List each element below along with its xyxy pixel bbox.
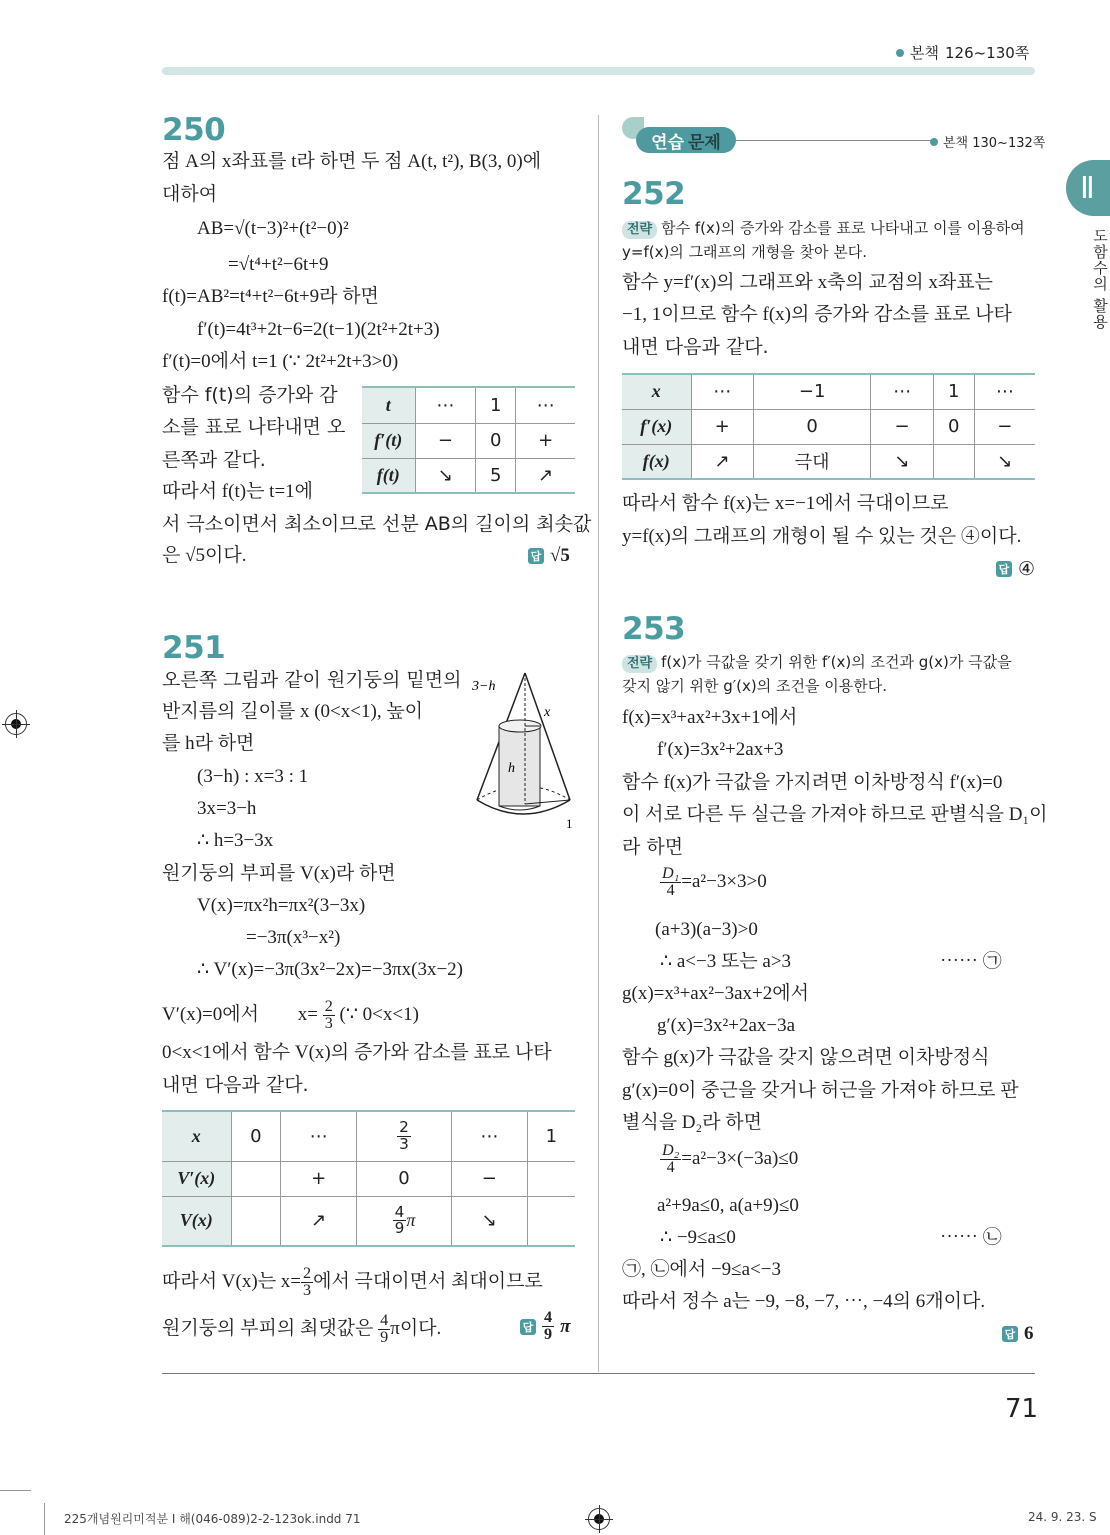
answer-value: ④ [1018, 558, 1036, 580]
registration-mark-icon [588, 1508, 610, 1530]
registration-mark-icon [5, 713, 27, 735]
p252-variation-table [622, 373, 1035, 480]
p251-line-8: V(x)=πx²h=πx²(3−3x) [197, 895, 366, 916]
practice-problems-tag [636, 127, 736, 153]
p252-strategy-2: y=f(x)의 그래프의 개형을 찾아 본다. [622, 243, 868, 261]
table-header-cell: V′(x) [162, 1161, 231, 1196]
p253-line-2: f′(x)=3x²+2ax+3 [657, 739, 784, 760]
critical-lhs: x= [297, 1004, 318, 1026]
column-divider [598, 115, 599, 1372]
p250-line-3: AB=√(t−3)²+(t²−0)² [197, 218, 349, 239]
footer-date: 24. 9. 23. S [1028, 1510, 1097, 1524]
answer-badge: 답 [996, 561, 1012, 577]
table-cell: ⋯ [691, 374, 753, 409]
critical-condition: (∵ 0<x<1) [339, 1004, 419, 1026]
table-cell: 0 [753, 409, 871, 444]
p250-line-9: 소를 표로 나타내면 오 [162, 416, 346, 438]
table-cell: 0 [231, 1111, 281, 1161]
table-header-cell: x [622, 374, 691, 409]
p253-line-14 [660, 1143, 798, 1176]
p252-line-5: y=f(x)의 그래프의 개형이 될 수 있는 것은 ④이다. [622, 526, 1022, 547]
p250-line-1: 점 A의 x좌표를 t라 하면 두 점 A(t, t²), B(3, 0)에 [162, 151, 542, 172]
table-cell: −1 [753, 374, 871, 409]
problem-number-252: 252 [622, 176, 686, 212]
label-1: 1 [566, 816, 573, 831]
problem-number-251: 251 [162, 630, 226, 666]
ref-label: 본책 [910, 44, 939, 62]
tag-label: 문제 [688, 132, 721, 153]
p251-line-9: =−3π(x³−x²) [246, 927, 341, 948]
table-cell [933, 444, 974, 479]
answer-badge: 답 [1002, 1326, 1018, 1342]
table-header-cell: f(x) [622, 444, 691, 479]
p253-line-3: 함수 f(x)가 극값을 가지려면 이차방정식 f′(x)=0 [622, 772, 1003, 793]
numerator: 2 [303, 1265, 312, 1282]
table-cell: 1 [476, 387, 516, 423]
p253-line-7: (a+3)(a−3)>0 [655, 919, 758, 940]
p253-line-6 [660, 866, 767, 899]
problem-number-253: 253 [622, 611, 686, 647]
strategy-tag: 전략 [622, 655, 657, 673]
numerator: 4 [544, 1309, 553, 1326]
table-cell: ⋯ [281, 1111, 357, 1161]
footer-filename: 225개념원리미적분 I 해(046-089)2-2-123ok.indd 71 [64, 1512, 361, 1526]
bottom-rule [162, 1373, 1035, 1374]
p250-variation-table [362, 386, 575, 494]
cone-cylinder-figure [470, 668, 585, 838]
text: π이다. [390, 1318, 442, 1340]
table-cell: ↘ [871, 444, 933, 479]
table-cell: 1 [933, 374, 974, 409]
p251-answer [520, 1310, 570, 1343]
numerator: 2 [324, 998, 333, 1015]
denominator: 9 [380, 1329, 389, 1347]
practice-divider [736, 140, 932, 141]
table-cell [527, 1161, 575, 1196]
p252-line-1: 함수 y=f′(x)의 그래프와 x축의 교점의 x좌표는 [622, 272, 993, 293]
p251-line-7: 원기둥의 부피를 V(x)라 하면 [162, 863, 396, 884]
p250-line-8: 함수 f(t)의 증가와 감 [162, 384, 338, 406]
table-cell: 5 [476, 458, 516, 493]
table-cell: − [871, 409, 933, 444]
table-cell: − [415, 423, 476, 458]
text: 따라서 V(x)는 x= [162, 1271, 302, 1293]
numerator: D₂ [662, 1142, 680, 1159]
table-cell: − [974, 409, 1035, 444]
answer-badge: 답 [528, 548, 544, 564]
table-cell: + [516, 423, 575, 458]
chapter-number: Ⅱ [1080, 171, 1095, 205]
p250-line-6: f′(t)=4t³+2t−6=2(t−1)(2t²+2t+3) [197, 319, 440, 340]
p251-line-10: ∴ V′(x)=−3π(3x²−2x)=−3πx(3x−2) [197, 959, 464, 980]
mark-nieun: ⋯⋯ ㉡ [940, 1227, 1002, 1248]
p251-line-2: 반지름의 길이를 x (0<x<1), 높이 [162, 701, 424, 722]
bullet-icon [896, 49, 904, 57]
numerator: D₁ [662, 865, 680, 882]
header-bar [162, 67, 1035, 75]
p251-line-5: 3x=3−h [197, 798, 257, 819]
p250-line-12: 서 극소이면서 최소이므로 선분 AB의 길이의 최솟값 [162, 513, 592, 535]
p250-line-13: 은 √5이다. [162, 545, 247, 566]
fraction-2-3 [301, 1266, 313, 1299]
p253-line-12: g′(x)=0이 중근을 갖거나 허근을 가져야 하므로 판 [622, 1080, 1019, 1101]
denominator: 3 [399, 1134, 409, 1153]
practice-page-reference [930, 132, 1045, 151]
answer-fraction [542, 1310, 554, 1343]
label-x: x [544, 705, 551, 720]
denominator: 9 [394, 1219, 405, 1238]
ref-pages: 126~130쪽 [944, 44, 1030, 62]
text: =a²−3×(−3a)≤0 [681, 1148, 799, 1170]
fraction-2-3 [323, 999, 335, 1032]
denominator: 4 [666, 882, 675, 900]
table-cell [357, 1196, 452, 1246]
text: =a²−3×3>0 [681, 871, 767, 893]
table-cell: ↘ [974, 444, 1035, 479]
p250-line-7: f′(t)=0에서 t=1 (∵ 2t²+2t+3>0) [162, 351, 399, 372]
table-header-cell: t [362, 387, 415, 423]
answer-value: √5 [550, 545, 570, 566]
table-cell: + [691, 409, 753, 444]
p253-strategy-1 [622, 650, 1012, 674]
p253-strategy-2: 갖지 않기 위한 g′(x)의 조건을 이용한다. [622, 677, 887, 695]
p253-line-4: 이 서로 다른 두 실근을 가져야 하므로 판별식을 D₁이 [622, 804, 1048, 825]
table-cell: ⋯ [974, 374, 1035, 409]
pi-symbol: π [560, 1315, 571, 1337]
table-cell: 0 [357, 1161, 452, 1196]
table-cell: ⋯ [516, 387, 575, 423]
strategy-text: 함수 f(x)의 증가와 감소를 표로 나타내고 이를 이용하여 [661, 219, 1025, 237]
label-h: h [508, 761, 515, 776]
p253-line-15: a²+9a≤0, a(a+9)≤0 [657, 1195, 799, 1216]
fraction-4-9 [378, 1313, 390, 1346]
table-cell: 0 [933, 409, 974, 444]
p251-line-4: (3−h) : x=3 : 1 [197, 766, 309, 787]
table-cell [357, 1111, 452, 1161]
text: 에서 극대이면서 최대이므로 [313, 1271, 543, 1293]
p252-line-2: −1, 1이므로 함수 f(x)의 증가와 감소를 표로 나타 [622, 304, 1012, 325]
table-header-cell: f′(t) [362, 423, 415, 458]
table-cell: ↗ [691, 444, 753, 479]
table-cell: ↘ [451, 1196, 527, 1246]
table-cell: 극대 [753, 444, 871, 479]
table-cell: − [451, 1161, 527, 1196]
table-cell: ⋯ [415, 387, 476, 423]
denominator: 4 [666, 1159, 675, 1177]
table-cell: ↗ [516, 458, 575, 493]
p252-strategy-1 [622, 216, 1025, 240]
p253-line-5: 라 하면 [622, 836, 684, 858]
p252-answer [996, 558, 1035, 580]
p253-line-8: ∴ a<−3 또는 a>3 [660, 951, 792, 972]
table-header-cell: V(x) [162, 1196, 231, 1246]
chapter-title: 도함수의 활용 [1091, 228, 1109, 330]
critical-point-label: V′(x)=0에서 [162, 1004, 259, 1026]
label-3-minus-h: 3−h [472, 679, 496, 694]
problem-number-250: 250 [162, 112, 226, 148]
p253-line-18: 따라서 정수 a는 −9, −8, −7, ⋯, −4의 6개이다. [622, 1291, 986, 1312]
p251-line-14 [162, 1266, 543, 1299]
table-cell [527, 1196, 575, 1246]
p253-line-13: 별식을 D₂라 하면 [622, 1112, 762, 1133]
table-cell: 0 [476, 423, 516, 458]
numerator: 4 [380, 1312, 389, 1329]
fraction-d2-4 [660, 1143, 681, 1176]
p252-line-3: 내면 다음과 같다. [622, 336, 769, 358]
p253-answer [1002, 1323, 1034, 1345]
table-header-cell: f′(x) [622, 409, 691, 444]
text: 원기둥의 부피의 최댓값은 [162, 1318, 374, 1340]
p250-line-11: 따라서 f(t)는 t=1에 [162, 481, 314, 502]
p250-line-5: f(t)=AB²=t⁴+t²−6t+9라 하면 [162, 286, 379, 307]
table-cell: ↘ [415, 458, 476, 493]
table-header-cell: f(t) [362, 458, 415, 493]
numerator: 4 [394, 1202, 405, 1221]
p251-line-15 [162, 1313, 441, 1346]
table-cell: ⋯ [871, 374, 933, 409]
bullet-icon [930, 138, 938, 146]
denominator: 3 [324, 1015, 333, 1033]
crop-mark [0, 1490, 31, 1491]
table-header-cell: x [162, 1111, 231, 1161]
p253-line-1: f(x)=x³+ax²+3x+1에서 [622, 707, 798, 728]
strategy-tag: 전략 [622, 221, 657, 239]
p252-line-4: 따라서 함수 f(x)는 x=−1에서 극대이므로 [622, 493, 949, 514]
p251-line-13: 내면 다음과 같다. [162, 1074, 309, 1096]
tag-label: 연습 [651, 132, 684, 153]
table-cell [231, 1161, 281, 1196]
p253-line-16: ∴ −9≤a≤0 [660, 1227, 736, 1248]
strategy-text: f(x)가 극값을 갖기 위한 f′(x)의 조건과 g(x)가 극값을 [661, 653, 1012, 671]
p251-line-12: 0<x<1에서 함수 V(x)의 증가와 감소를 표로 나타 [162, 1042, 552, 1063]
table-cell: ⋯ [451, 1111, 527, 1161]
p250-answer [528, 545, 570, 567]
p253-line-9: g(x)=x³+ax²−3ax+2에서 [622, 983, 809, 1004]
p250-line-4: =√t⁴+t²−6t+9 [228, 254, 329, 275]
p251-variation-table [162, 1110, 575, 1247]
chapter-tab [1066, 160, 1110, 216]
denominator: 9 [544, 1326, 553, 1344]
p250-line-10: 른쪽과 같다. [162, 449, 266, 471]
book-page-reference [896, 42, 1029, 63]
denominator: 3 [303, 1282, 312, 1300]
p251-line-11 [162, 999, 419, 1032]
p251-line-3: 를 h라 하면 [162, 733, 255, 754]
numerator: 2 [399, 1118, 409, 1137]
fraction-d1-4 [660, 866, 681, 899]
p251-line-6: ∴ h=3−3x [197, 830, 274, 851]
table-cell: ↗ [281, 1196, 357, 1246]
p250-line-2: 대하여 [162, 183, 218, 205]
answer-value: 6 [1024, 1323, 1034, 1344]
answer-badge: 답 [520, 1319, 536, 1335]
p253-line-11: 함수 g(x)가 극값을 갖지 않으려면 이차방정식 [622, 1047, 990, 1068]
ref-text: 본책 130~132쪽 [943, 136, 1046, 151]
p253-line-10: g′(x)=3x²+2ax−3a [657, 1015, 796, 1036]
page-number: 71 [1005, 1394, 1039, 1424]
pi-symbol: π [406, 1209, 416, 1230]
p251-line-1: 오른쪽 그림과 같이 원기둥의 밑면의 [162, 669, 462, 691]
table-cell [231, 1196, 281, 1246]
table-cell: 1 [527, 1111, 575, 1161]
crop-mark [44, 1503, 45, 1535]
table-cell: + [281, 1161, 357, 1196]
p253-line-17: ㉠, ㉡에서 −9≤a<−3 [622, 1259, 781, 1280]
mark-giyeok: ⋯⋯ ㉠ [940, 951, 1002, 972]
